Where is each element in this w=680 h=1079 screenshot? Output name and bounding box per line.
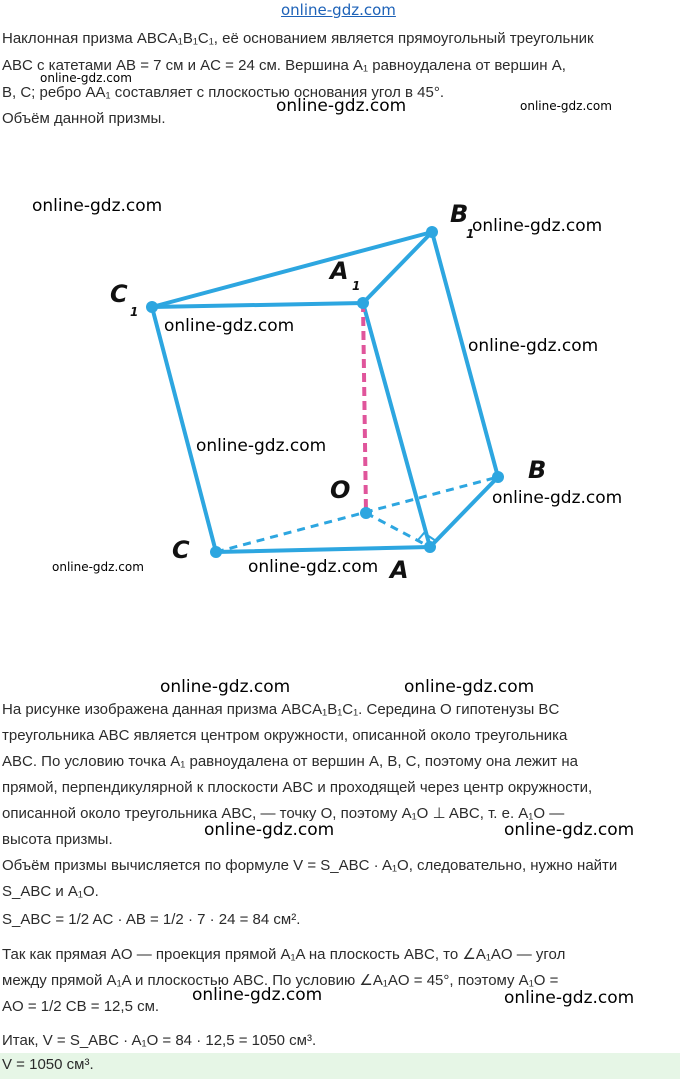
watermark: online-gdz.com	[204, 820, 335, 840]
vertices	[146, 226, 504, 558]
vertex-c	[210, 546, 222, 558]
vertex-a	[424, 541, 436, 553]
watermark: online-gdz.com	[492, 488, 623, 508]
answer-box	[0, 1053, 680, 1079]
answer-text: V = 1050 см³.	[2, 1056, 94, 1073]
edge-c-b-hidden	[216, 477, 498, 552]
watermark: online-gdz.com	[404, 677, 535, 697]
prism-edges	[152, 232, 498, 552]
label-o: O	[330, 476, 351, 504]
label-b1: B	[450, 200, 469, 228]
watermark: online-gdz.com	[472, 216, 603, 236]
vertex-o	[360, 507, 372, 519]
solution-paragraph-1: На рисунке изображена данная призма ABCA₁B₁C₁. Середина O гипотенузы BC треугольника ABC является центром окружности, описанной около треугольника ABC. По условию точка A₁ равноудалена от вершин A, B, C, поэтому она лежит на прямой, перпендикулярной к плоскости ABC и проходящей через центр окружности, описанной около треугольника ABC, — точку O, поэтому A₁O ⊥ ABC, т. е. A₁O — высота призмы.	[2, 701, 593, 848]
solution-paragraph-3: S_ABC = 1/2 AC · AB = 1/2 · 7 · 24 = 84 см².	[2, 911, 301, 928]
edge-c1-c	[152, 307, 216, 552]
label-c: C	[172, 536, 190, 564]
problem-line-1: Наклонная призма ABCA₁B₁C₁, её основанием является прямоугольный треугольник	[2, 30, 594, 47]
watermark: online-gdz.com	[248, 557, 379, 577]
vertex-a1	[357, 297, 369, 309]
watermark: online-gdz.com	[52, 560, 144, 574]
watermark: online-gdz.com	[196, 436, 327, 456]
watermark: online-gdz.com	[504, 820, 635, 840]
edge-c1-a1	[152, 303, 363, 307]
height-a1-o	[363, 303, 366, 513]
label-b: B	[528, 456, 547, 484]
solution-paragraph-2: Объём призмы вычисляется по формуле V = S_ABC · A₁O, следовательно, нужно найти S_ABC и A₁O.	[2, 857, 618, 900]
problem-line-4: Объём данной призмы.	[2, 110, 166, 127]
watermark: online-gdz.com	[504, 988, 635, 1008]
watermark-link[interactable]: online-gdz.com	[281, 1, 396, 19]
edge-a1-a	[363, 303, 430, 547]
edge-c1-b1	[152, 232, 432, 307]
label-a1-sub: 1	[352, 279, 361, 293]
solution-paragraph-5: Итак, V = S_ABC · A₁O = 84 · 12,5 = 1050 см³.	[2, 1032, 317, 1049]
watermark: online-gdz.com	[32, 196, 163, 216]
problem-line-3: B, C; ребро AA₁ составляет с плоскостью основания угол в 45°.	[2, 84, 444, 101]
vertex-b	[492, 471, 504, 483]
watermark: online-gdz.com	[160, 677, 291, 697]
vertex-c1	[146, 301, 158, 313]
label-b1-sub: 1	[466, 227, 475, 241]
solution-paragraph-4: Так как прямая AO — проекция прямой A₁A на плоскость ABC, то ∠A₁AO — угол между прямой A₁A и плоскостью ABC. По условию ∠A₁AO = 45°, поэтому A₁O = AO = 1/2 CB = 12,5 см.	[2, 946, 566, 1015]
watermark: online-gdz.com	[276, 96, 407, 116]
label-a: A	[390, 556, 409, 584]
vertex-b1	[426, 226, 438, 238]
label-a1: A	[330, 257, 349, 285]
hidden-edges	[216, 477, 498, 552]
edge-c-a	[216, 547, 430, 552]
problem-line-2: ABC с катетами AB = 7 см и AC = 24 см. Вершина A₁ равноудалена от вершин A,	[2, 57, 566, 74]
watermark: online-gdz.com	[520, 99, 612, 113]
watermark: online-gdz.com	[468, 336, 599, 356]
label-c1: C	[110, 280, 128, 308]
watermark: online-gdz.com	[164, 316, 295, 336]
watermark: online-gdz.com	[40, 71, 132, 85]
label-c1-sub: 1	[130, 305, 139, 319]
watermark: online-gdz.com	[192, 985, 323, 1005]
